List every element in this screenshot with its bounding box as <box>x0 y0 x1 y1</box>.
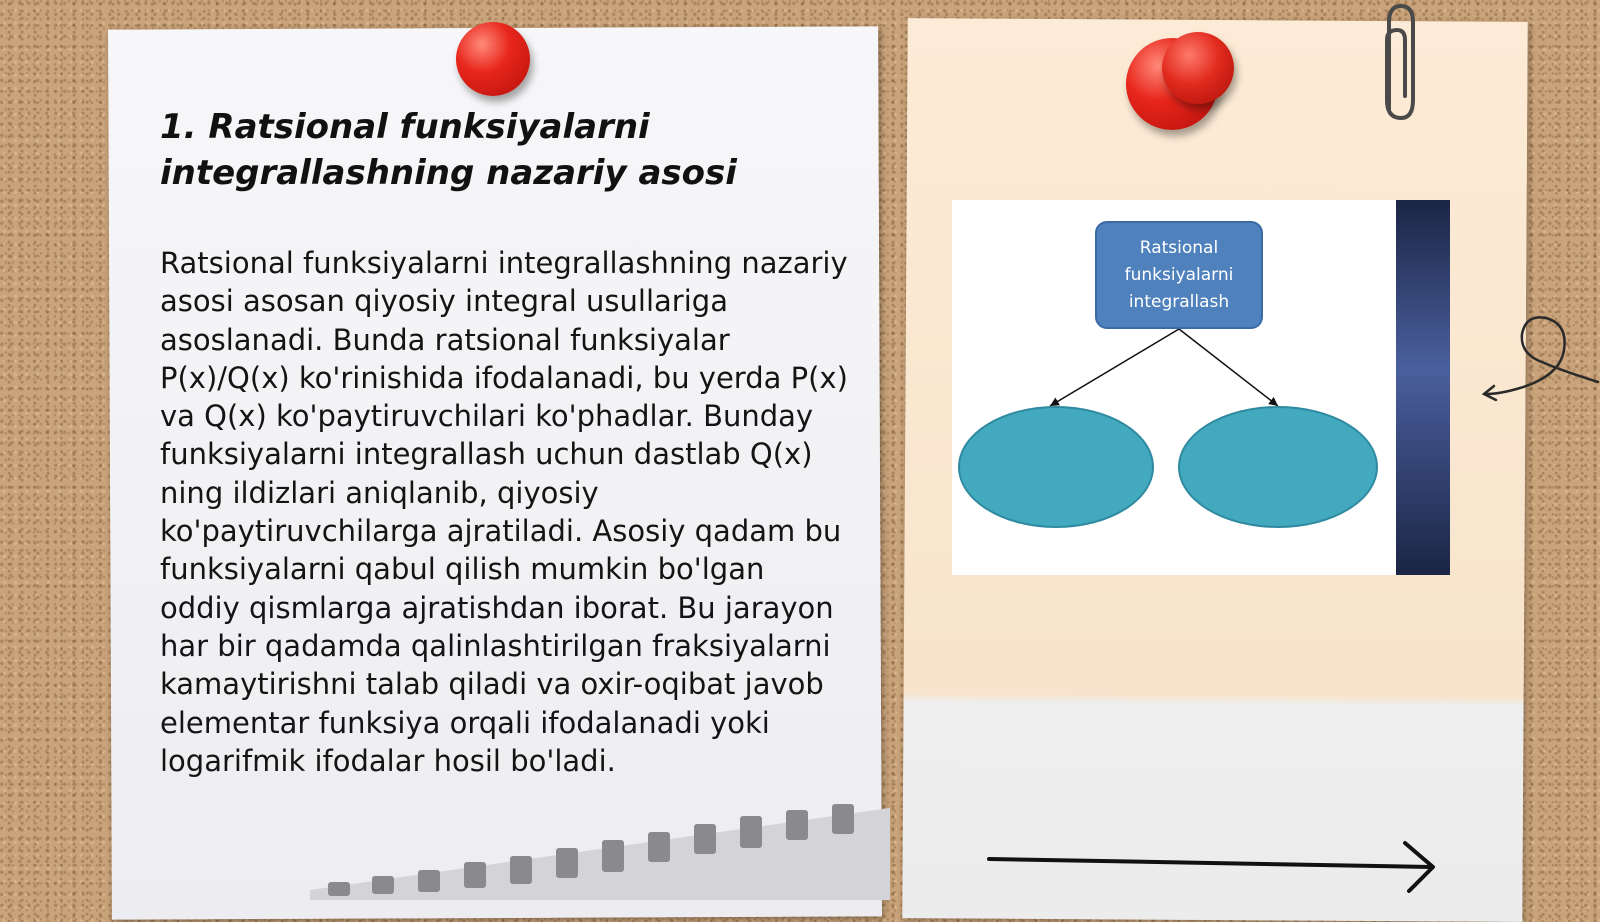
arrow-right-icon <box>985 835 1445 895</box>
torn-edge-decoration <box>310 800 890 900</box>
diagram-root-node <box>1095 221 1263 329</box>
diagram-child-node-right <box>1178 406 1378 528</box>
pushpin-icon <box>456 22 530 96</box>
curly-arrow-icon <box>1480 310 1600 410</box>
diagram-root-label: Ratsional funksiyalarni integrallash <box>1124 237 1234 312</box>
diagram-child-node-left <box>958 406 1154 528</box>
body-text: Ratsional funksiyalarni integrallashning nazariy asosi asosan qiyosiy integral usullariga asoslanadi. Bunda ratsional funksiyalar P(x)/Q(x) ko'rinishida ifodalanadi, bu yerda P(x) va Q(x) ko'paytiruvchilari ko'phadlar. Bunday funksiyalarni integrallash uchun dastlab Q(x) ning ildizlari aniqlanib, qiyosiy ko'paytiruvchilarga ajratiladi. Asosiy qadam bu funksiyalarni qabul qilish mumkin bo'lgan oddiy qismlarga ajratishdan iborat. Bu jarayon har bir qadamda qalinlashtirilgan fraksiyalarni kamaytirishni talab qiladi va oxir-oqibat javob elementar funksiya orqali ifodalanadi yoki logarifmik ifodalar hosil bo'ladi. <box>160 246 848 778</box>
side-bar-decoration <box>1396 200 1450 575</box>
paperclip-icon <box>1375 0 1423 125</box>
pushpin-icon <box>1162 32 1234 104</box>
page-title: 1. Ratsional funksiyalarni integrallashning nazariy asosi <box>160 107 737 193</box>
